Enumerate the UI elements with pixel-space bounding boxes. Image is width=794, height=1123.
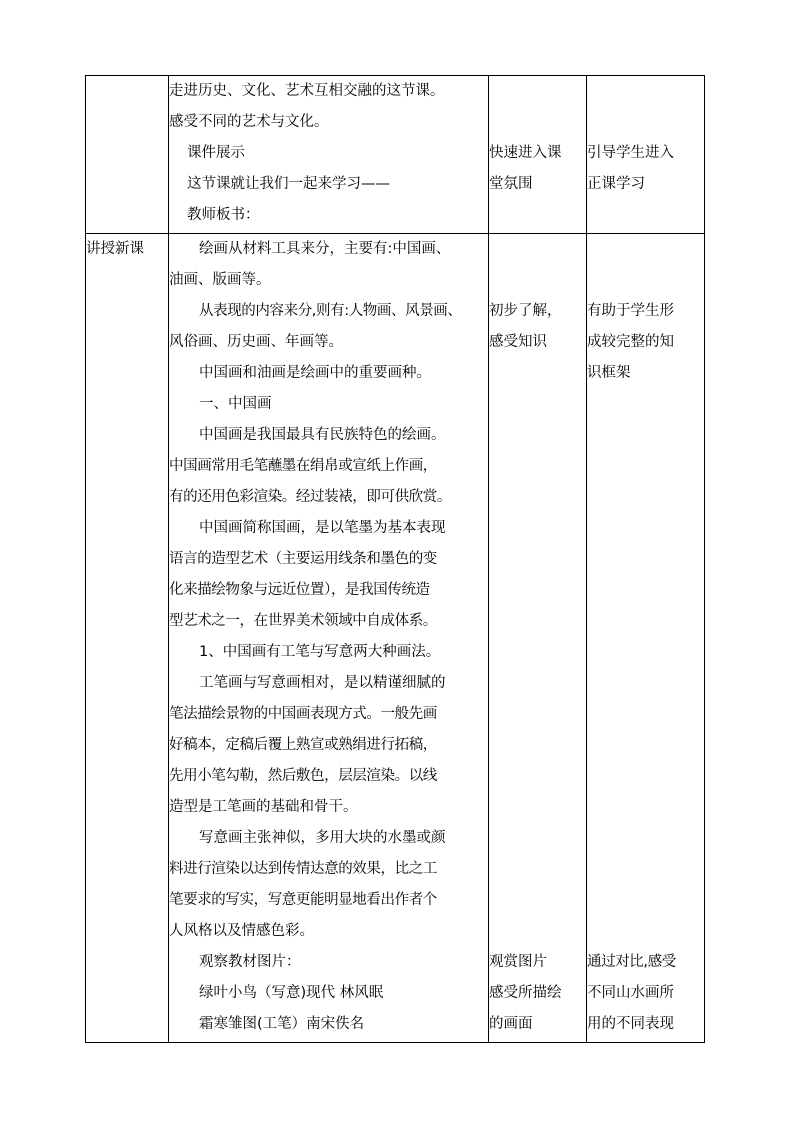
content-line: 化来描绘物象与远近位置），是我国传统造 (169, 582, 430, 598)
lesson-plan-table (85, 75, 705, 1043)
content-line: 课件展示 (187, 145, 245, 161)
content-line: 工笔画与写意画相对，是以精谨细腻的 (199, 675, 446, 691)
design-intent-line: 通过对比,感受 (587, 954, 676, 970)
content-line: 型艺术之一，在世界美术领域中自成体系。 (169, 613, 437, 629)
design-intent-line: 引导学生进入 (587, 145, 674, 161)
student-activity-line: 感受知识 (489, 334, 547, 350)
content-line: 中国画和油画是绘画中的重要画种。 (199, 365, 431, 381)
student-activity-line: 感受所描绘 (489, 985, 562, 1001)
student-activity-line: 初步了解， (489, 303, 562, 319)
content-line: 从表现的内容来分,则有:人物画、风景画、 (199, 303, 462, 319)
student-activity-cell (489, 76, 587, 234)
content-line: 中国画是我国最具有民族特色的绘画。 (199, 427, 446, 443)
content-line: 一、中国画 (199, 396, 272, 412)
content-line: 1、中国画有工笔与写意两大种画法。 (199, 644, 441, 660)
content-line: 教师板书： (187, 207, 260, 223)
design-intent-line: 用的不同表现 (587, 1016, 674, 1032)
design-intent-line: 有助于学生形 (587, 303, 674, 319)
content-line: 中国画简称国画，是以笔墨为基本表现 (199, 520, 446, 536)
content-cell (169, 76, 489, 234)
content-line: 料进行渲染以达到传情达意的效果，比之工 (169, 861, 437, 877)
content-line: 这节课就让我们一起来学习—— (187, 176, 390, 192)
content-cell (169, 234, 489, 1043)
content-line: 先用小笔勾勒，然后敷色，层层渲染。以线 (169, 768, 437, 784)
content-line: 绘画从材料工具来分，主要有:中国画、 (199, 241, 451, 257)
content-line: 中国画常用毛笔蘸墨在绢帛或宣纸上作画， (169, 458, 437, 474)
student-activity-line: 的画面 (489, 1016, 533, 1032)
content-line: 走进历史、文化、艺术互相交融的这节课。 (169, 83, 445, 99)
student-activity-cell (489, 234, 587, 1043)
design-intent-line: 正课学习 (587, 176, 645, 192)
section-label: 讲授新课 (86, 241, 144, 257)
table-row (86, 234, 705, 1043)
design-intent-line: 不同山水画所 (587, 985, 674, 1001)
section-cell (86, 234, 169, 1043)
content-line: 油画、版画等。 (169, 272, 271, 288)
content-line: 造型是工笔画的基础和骨干。 (169, 799, 358, 815)
content-line: 观察教材图片： (199, 954, 301, 970)
section-cell (86, 76, 169, 234)
design-intent-cell (587, 234, 705, 1043)
content-line: 人风格以及情感色彩。 (169, 923, 314, 939)
design-intent-cell (587, 76, 705, 234)
content-line: 感受不同的艺术与文化。 (169, 114, 329, 130)
design-intent-line: 识框架 (587, 365, 631, 381)
content-line: 笔要求的写实，写意更能明显地看出作者个 (169, 892, 437, 908)
student-activity-line: 快速进入课 (489, 145, 562, 161)
student-activity-line: 堂氛围 (489, 176, 533, 192)
content-line: 绿叶小鸟（写意)现代 林风眠 (199, 985, 384, 1001)
content-line: 好稿本，定稿后覆上熟宣或熟绢进行拓稿， (169, 737, 437, 753)
student-activity-line: 观赏图片 (489, 954, 547, 970)
design-intent-line: 成较完整的知 (587, 334, 674, 350)
content-line: 霜寒雏图(工笔）南宋佚名 (199, 1016, 365, 1032)
content-line: 有的还用色彩渲染。经过装裱，即可供欣赏。 (169, 489, 451, 505)
content-line: 笔法描绘景物的中国画表现方式。一般先画 (169, 706, 437, 722)
content-line: 写意画主张神似，多用大块的水墨或颜 (199, 830, 446, 846)
content-line: 风俗画、历史画、年画等。 (169, 334, 343, 350)
table-row (86, 76, 705, 234)
content-line: 语言的造型艺术（主要运用线条和墨色的变 (169, 551, 437, 567)
